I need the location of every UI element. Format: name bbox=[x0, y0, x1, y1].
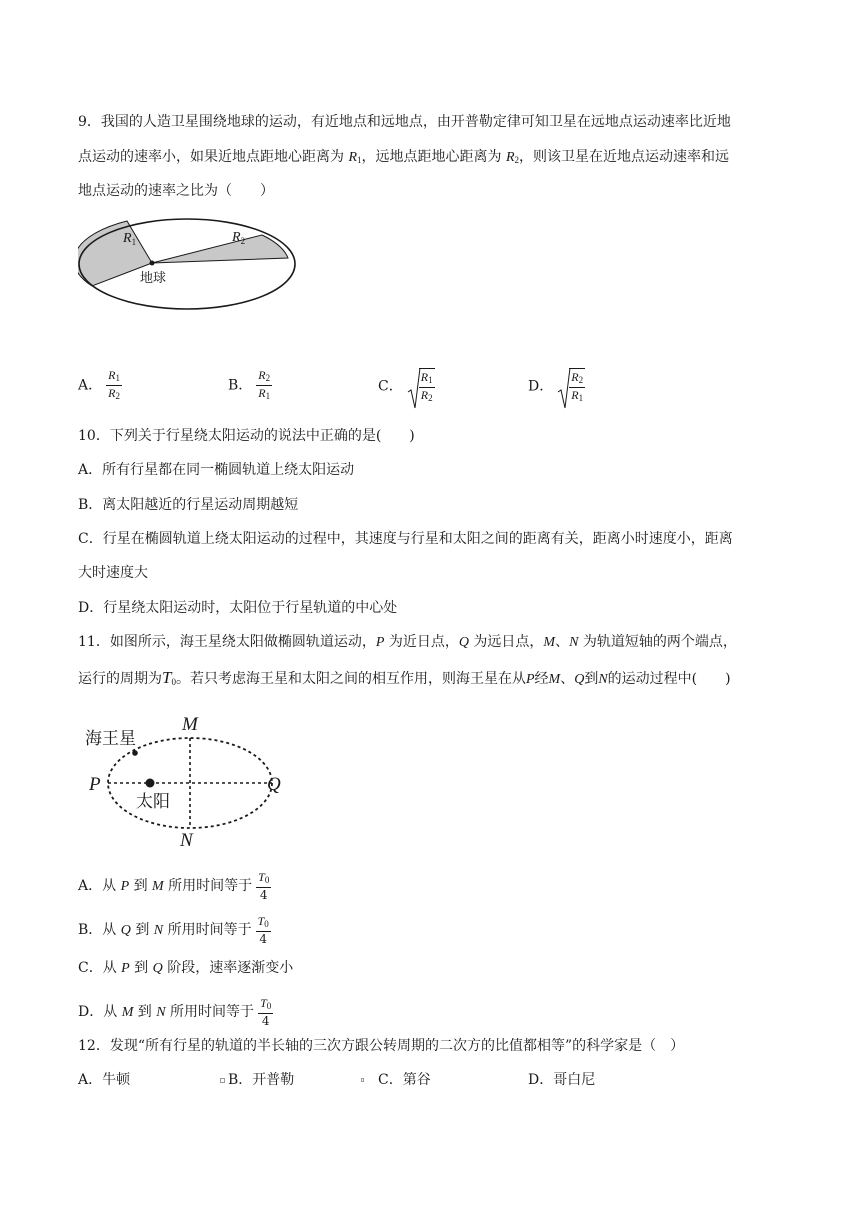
q11-option-a[interactable]: A．从 P 到 M 所用时间等于 $\frac{T_0}{4}$ bbox=[78, 870, 270, 902]
label-q: Q bbox=[267, 774, 281, 795]
q9-stem-line3: 地点运动的速率之比为（ ） bbox=[78, 183, 274, 199]
sun-point bbox=[146, 779, 155, 788]
q9-option-c[interactable]: C． $\frac{R_1}{R_2}$ bbox=[378, 368, 435, 405]
q9-text: 点运动的速率小，如果近地点距地心距离为 bbox=[78, 149, 349, 165]
q11-option-d[interactable]: D．从 M 到 N 所用时间等于 $\frac{T_0}{4}$ bbox=[78, 996, 272, 1028]
q11-option-c[interactable]: C．从 P 到 Q 阶段，速率逐渐变小 bbox=[78, 960, 294, 976]
period-symbol: $T_0$ bbox=[162, 668, 176, 687]
q10-stem: 10．下列关于行星绕太阳运动的说法中正确的是( ) bbox=[78, 428, 415, 444]
q12-stem: 12．发现“所有行星的轨道的半长轴的三次方跟公转周期的二次方的比值都相等”的科学家是（ ） bbox=[78, 1038, 685, 1054]
q9-option-b[interactable]: B． $\frac{R_2}{R_1}$ bbox=[228, 368, 271, 401]
label-p: P bbox=[89, 774, 101, 795]
label-neptune: 海王星 bbox=[85, 729, 136, 749]
separator-mark bbox=[361, 1078, 364, 1082]
label-r1: $R_1$ bbox=[123, 231, 137, 247]
earth-point bbox=[150, 261, 155, 266]
q10-option-d[interactable]: D．行星绕太阳运动时，太阳位于行星轨道的中心处 bbox=[78, 600, 398, 616]
label-m: M bbox=[182, 714, 198, 735]
r1-symbol: $R_1$ bbox=[348, 150, 362, 165]
q10-option-c-line1[interactable]: C．行星在椭圆轨道上绕太阳运动的过程中，其速度与行星和太阳之间的距离有关，距离小时速度小，距离 bbox=[78, 531, 733, 547]
q12-option-b[interactable]: B．开普勒 bbox=[228, 1072, 295, 1088]
label-sun: 太阳 bbox=[136, 792, 170, 812]
q12-option-c[interactable]: C．第谷 bbox=[378, 1072, 431, 1088]
separator-mark bbox=[220, 1078, 225, 1083]
q10-option-b[interactable]: B．离太阳越近的行星运动周期越短 bbox=[78, 497, 299, 513]
r2-symbol: $R_2$ bbox=[505, 150, 520, 165]
q11-stem-line1: 11．如图所示，海王星绕太阳做椭圆轨道运动，P 为近日点，Q 为远日点，M、N 为轨道短轴的两个端点， bbox=[78, 634, 737, 650]
q9-stem-line2 bbox=[78, 147, 729, 170]
label-earth: 地球 bbox=[140, 271, 167, 286]
q9-text: ，远地点距地心距离为 bbox=[361, 149, 506, 165]
q11-stem-line2: 运行的周期为$T_0$。若只考虑海王星和太阳之间的相互作用，则海王星在从P经M、Q到N的运动过程中( ) bbox=[78, 668, 731, 687]
label-r2: $R_2$ bbox=[232, 230, 246, 246]
q9-option-d[interactable]: D． $\frac{R_2}{R_1}$ bbox=[528, 368, 585, 405]
q12-option-a[interactable]: A．牛顿 bbox=[78, 1072, 131, 1088]
q9-option-a[interactable]: A． $\frac{R_1}{R_2}$ bbox=[78, 368, 120, 401]
q9-text: ，则该卫星在近地点运动速率和远 bbox=[519, 149, 730, 165]
q12-option-d[interactable]: D．哥白尼 bbox=[528, 1072, 596, 1088]
q9-stem-line1: 9．我国的人造卫星围绕地球的运动，有近地点和远地点，由开普勒定律可知卫星在远地点运动速率比近地 bbox=[78, 114, 731, 130]
neptune-point bbox=[132, 750, 138, 756]
label-n: N bbox=[180, 830, 193, 850]
neptune-orbit-figure bbox=[82, 710, 292, 850]
apogee-shaded-sector bbox=[152, 235, 288, 263]
q10-option-a[interactable]: A．所有行星都在同一椭圆轨道上绕太阳运动 bbox=[78, 462, 355, 478]
q11-option-b[interactable]: B．从 Q 到 N 所用时间等于 $\frac{T_0}{4}$ bbox=[78, 914, 269, 946]
q10-option-c-line2[interactable]: 大时速度大 bbox=[78, 565, 148, 581]
satellite-orbit-figure bbox=[78, 218, 298, 320]
